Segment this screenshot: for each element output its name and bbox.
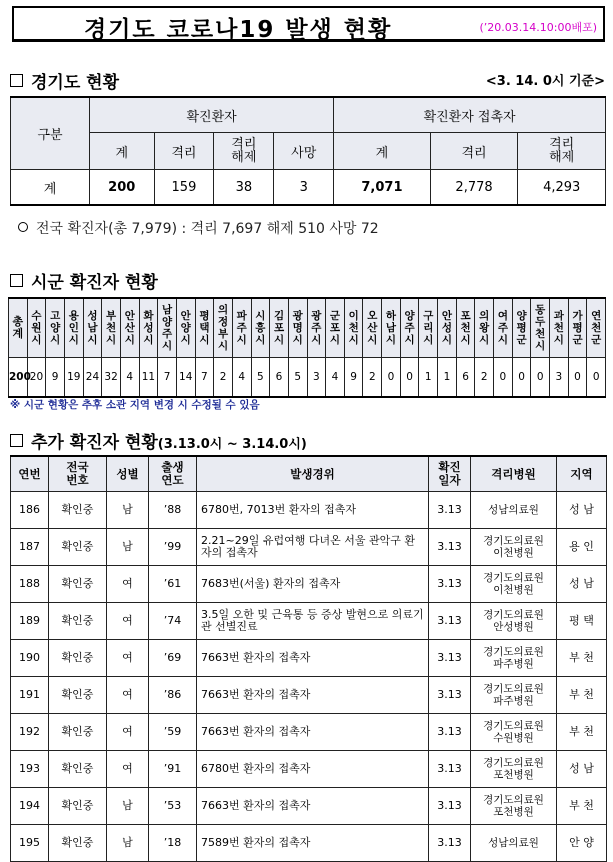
city-name: 안양시: [176, 298, 195, 358]
cell-no: 191: [11, 677, 49, 714]
city-value: 1: [438, 358, 457, 398]
city-note: ※ 시군 현황은 추후 소관 지역 변경 시 수정될 수 있음: [10, 399, 260, 411]
city-value: 4: [326, 358, 345, 398]
release-time: (’20.03.14.10:00배포): [479, 21, 597, 34]
checkbox-square-icon: [10, 434, 23, 447]
city-value: 3: [550, 358, 569, 398]
city-table: [8, 297, 606, 398]
cell-national-no: 확인중: [49, 788, 107, 825]
cell-date: 3.13: [429, 714, 471, 751]
header-confirmed-isolated: 격리: [154, 133, 214, 170]
cell-sex: 여: [107, 566, 149, 603]
cell-birth: ’53: [149, 788, 197, 825]
city-name: 양평군: [512, 298, 531, 358]
city-value: 9: [46, 358, 65, 398]
table-row: [11, 751, 607, 788]
city-value: 5: [251, 358, 270, 398]
city-name: 고양시: [46, 298, 65, 358]
city-value: 0: [512, 358, 531, 398]
header-category: 구분: [11, 97, 90, 170]
contacts-isolated: 2,778: [430, 170, 518, 206]
cell-date: 3.13: [429, 640, 471, 677]
cell-birth: ’61: [149, 566, 197, 603]
city-value: 5: [288, 358, 307, 398]
added-cases-table: [10, 455, 607, 862]
cell-sex: 남: [107, 492, 149, 529]
city-total-value: 200: [9, 358, 28, 398]
cell-no: 194: [11, 788, 49, 825]
cell-birth: ’18: [149, 825, 197, 862]
cell-hospital: 성남의료원: [471, 825, 557, 862]
row-label: 계: [11, 170, 90, 206]
cell-sex: 남: [107, 529, 149, 566]
column-header: 격리병원: [471, 456, 557, 492]
city-value: 0: [568, 358, 587, 398]
city-name: 하남시: [382, 298, 401, 358]
city-value: 0: [382, 358, 401, 398]
national-summary: 전국 확진자(총 7,979) : 격리 7,697 해제 510 사망 72: [18, 218, 379, 238]
city-name: 안성시: [438, 298, 457, 358]
checkbox-square-icon: [10, 74, 23, 87]
city-name: 양주시: [400, 298, 419, 358]
cell-birth: ’88: [149, 492, 197, 529]
cell-national-no: 확인중: [49, 825, 107, 862]
city-value: 19: [64, 358, 83, 398]
cell-route: 7663번 환자의 접촉자: [197, 640, 429, 677]
city-name: 화성시: [139, 298, 158, 358]
cell-birth: ’91: [149, 751, 197, 788]
checkbox-square-icon: [10, 274, 23, 287]
table-row: [11, 788, 607, 825]
cell-no: 195: [11, 825, 49, 862]
confirmed-total: 200: [90, 170, 155, 206]
city-name: 수원시: [27, 298, 46, 358]
city-name: 의정부시: [214, 298, 233, 358]
header-contacts-total: 계: [334, 133, 431, 170]
city-value: 14: [176, 358, 195, 398]
city-total-label: 총계: [9, 298, 28, 358]
cell-national-no: 확인중: [49, 529, 107, 566]
cell-region: 안 양: [557, 825, 607, 862]
cell-birth: ’74: [149, 603, 197, 640]
cell-region: 성 남: [557, 751, 607, 788]
page-title: 경기도 코로나19 발생 현황: [84, 17, 393, 43]
cell-no: 193: [11, 751, 49, 788]
cell-no: 190: [11, 640, 49, 677]
column-header: 발생경위: [197, 456, 429, 492]
city-value: 24: [83, 358, 102, 398]
city-name: 과천시: [550, 298, 569, 358]
cell-route: 6780번 환자의 접촉자: [197, 751, 429, 788]
column-header: 확진 일자: [429, 456, 471, 492]
city-value: 4: [120, 358, 139, 398]
cell-route: 7663번 환자의 접촉자: [197, 677, 429, 714]
confirmed-released: 38: [214, 170, 274, 206]
city-value: 32: [102, 358, 121, 398]
city-value: 9: [344, 358, 363, 398]
cell-route: 7663번 환자의 접촉자: [197, 714, 429, 751]
cell-hospital: 경기도의료원 포천병원: [471, 751, 557, 788]
cell-sex: 남: [107, 825, 149, 862]
city-name: 연천군: [587, 298, 606, 358]
cell-national-no: 확인중: [49, 566, 107, 603]
cell-birth: ’86: [149, 677, 197, 714]
city-value: 1: [419, 358, 438, 398]
city-name: 이천시: [344, 298, 363, 358]
header-contacts-isolated: 격리: [430, 133, 518, 170]
cell-no: 186: [11, 492, 49, 529]
cell-route: 2.21~29일 유럽여행 다녀온 서울 관악구 환자의 접촉자: [197, 529, 429, 566]
cell-route: 7589번 환자의 접촉자: [197, 825, 429, 862]
status-table: [10, 96, 606, 206]
cell-birth: ’69: [149, 640, 197, 677]
cell-hospital: 경기도의료원 포천병원: [471, 788, 557, 825]
cell-sex: 여: [107, 640, 149, 677]
city-name: 포천시: [456, 298, 475, 358]
cell-national-no: 확인중: [49, 640, 107, 677]
cell-route: 6780번, 7013번 환자의 접촉자: [197, 492, 429, 529]
city-value: 4: [232, 358, 251, 398]
city-name: 평택시: [195, 298, 214, 358]
column-header: 성별: [107, 456, 149, 492]
cell-route: 7663번 환자의 접촉자: [197, 788, 429, 825]
basis-time: <3. 14. 0시 기준>: [485, 74, 605, 89]
cell-date: 3.13: [429, 677, 471, 714]
table-row: [11, 529, 607, 566]
city-value: 0: [587, 358, 606, 398]
city-name: 시흥시: [251, 298, 270, 358]
cell-hospital: 경기도의료원 수원병원: [471, 714, 557, 751]
cell-national-no: 확인중: [49, 603, 107, 640]
title-box: [12, 6, 605, 42]
added-period: (3.13.0시 ~ 3.14.0시): [157, 437, 307, 452]
header-deaths: 사망: [274, 133, 334, 170]
table-row: [11, 714, 607, 751]
cell-sex: 여: [107, 603, 149, 640]
cell-national-no: 확인중: [49, 492, 107, 529]
city-name: 남양주시: [158, 298, 177, 358]
cell-no: 192: [11, 714, 49, 751]
city-name: 가평군: [568, 298, 587, 358]
cell-hospital: 경기도의료원 파주병원: [471, 640, 557, 677]
cell-national-no: 확인중: [49, 714, 107, 751]
column-header: 출생 연도: [149, 456, 197, 492]
header-contacts-released: 격리 해제: [518, 133, 606, 170]
city-value: 20: [27, 358, 46, 398]
cell-route: 7683번(서울) 환자의 접촉자: [197, 566, 429, 603]
table-row: [11, 566, 607, 603]
city-name: 군포시: [326, 298, 345, 358]
cell-date: 3.13: [429, 751, 471, 788]
city-value: 0: [400, 358, 419, 398]
table-row: [11, 677, 607, 714]
cell-region: 평 택: [557, 603, 607, 640]
city-value: 2: [363, 358, 382, 398]
cell-region: 부 천: [557, 677, 607, 714]
city-value: 11: [139, 358, 158, 398]
cell-route: 3.5일 오한 및 근육통 등 증상 발현으로 의료기관 선별진료: [197, 603, 429, 640]
cell-national-no: 확인중: [49, 751, 107, 788]
city-value: 6: [270, 358, 289, 398]
cell-date: 3.13: [429, 603, 471, 640]
city-name: 용인시: [64, 298, 83, 358]
city-value: 7: [158, 358, 177, 398]
city-name: 파주시: [232, 298, 251, 358]
table-row: [11, 640, 607, 677]
city-name: 동두천시: [531, 298, 550, 358]
cell-hospital: 성남의료원: [471, 492, 557, 529]
cell-region: 성 남: [557, 492, 607, 529]
column-header: 전국 번호: [49, 456, 107, 492]
confirmed-isolated: 159: [154, 170, 214, 206]
city-name: 김포시: [270, 298, 289, 358]
cell-date: 3.13: [429, 788, 471, 825]
cell-no: 187: [11, 529, 49, 566]
city-name: 구리시: [419, 298, 438, 358]
cell-sex: 여: [107, 714, 149, 751]
column-header: 지역: [557, 456, 607, 492]
header-confirmed-released: 격리 해제: [214, 133, 274, 170]
section-status-title: 경기도 현황: [10, 68, 119, 93]
city-name: 성남시: [83, 298, 102, 358]
city-name: 안산시: [120, 298, 139, 358]
cell-region: 부 천: [557, 788, 607, 825]
header-confirmed-total: 계: [90, 133, 155, 170]
city-name: 부천시: [102, 298, 121, 358]
cell-region: 부 천: [557, 714, 607, 751]
city-value: 7: [195, 358, 214, 398]
section-cities-title: 시군 확진자 현황: [10, 268, 158, 293]
city-value: 2: [475, 358, 494, 398]
city-name: 광명시: [288, 298, 307, 358]
city-value: 0: [494, 358, 513, 398]
cell-region: 부 천: [557, 640, 607, 677]
cell-date: 3.13: [429, 825, 471, 862]
cell-date: 3.13: [429, 492, 471, 529]
section-added-title: 추가 확진자 현황(3.13.0시 ~ 3.14.0시): [10, 428, 307, 453]
cell-birth: ’59: [149, 714, 197, 751]
circle-bullet-icon: [18, 222, 28, 232]
header-contacts: 확진환자 접촉자: [334, 97, 606, 133]
cell-no: 188: [11, 566, 49, 603]
contacts-total: 7,071: [334, 170, 431, 206]
city-value: 2: [214, 358, 233, 398]
city-name: 오산시: [363, 298, 382, 358]
city-value: 6: [456, 358, 475, 398]
deaths: 3: [274, 170, 334, 206]
city-name: 광주시: [307, 298, 326, 358]
table-row: [11, 603, 607, 640]
header-confirmed: 확진환자: [90, 97, 334, 133]
city-name: 의왕시: [475, 298, 494, 358]
cell-birth: ’99: [149, 529, 197, 566]
cell-hospital: 경기도의료원 이천병원: [471, 566, 557, 603]
city-value: 3: [307, 358, 326, 398]
cell-hospital: 경기도의료원 이천병원: [471, 529, 557, 566]
city-name: 여주시: [494, 298, 513, 358]
cell-region: 용 인: [557, 529, 607, 566]
cell-hospital: 경기도의료원 안성병원: [471, 603, 557, 640]
cell-national-no: 확인중: [49, 677, 107, 714]
column-header: 연번: [11, 456, 49, 492]
cell-date: 3.13: [429, 566, 471, 603]
cell-sex: 남: [107, 788, 149, 825]
cell-no: 189: [11, 603, 49, 640]
cell-date: 3.13: [429, 529, 471, 566]
table-row: [11, 492, 607, 529]
city-value: 0: [531, 358, 550, 398]
contacts-released: 4,293: [518, 170, 606, 206]
cell-hospital: 경기도의료원 파주병원: [471, 677, 557, 714]
cell-region: 성 남: [557, 566, 607, 603]
cell-sex: 여: [107, 677, 149, 714]
cell-sex: 여: [107, 751, 149, 788]
